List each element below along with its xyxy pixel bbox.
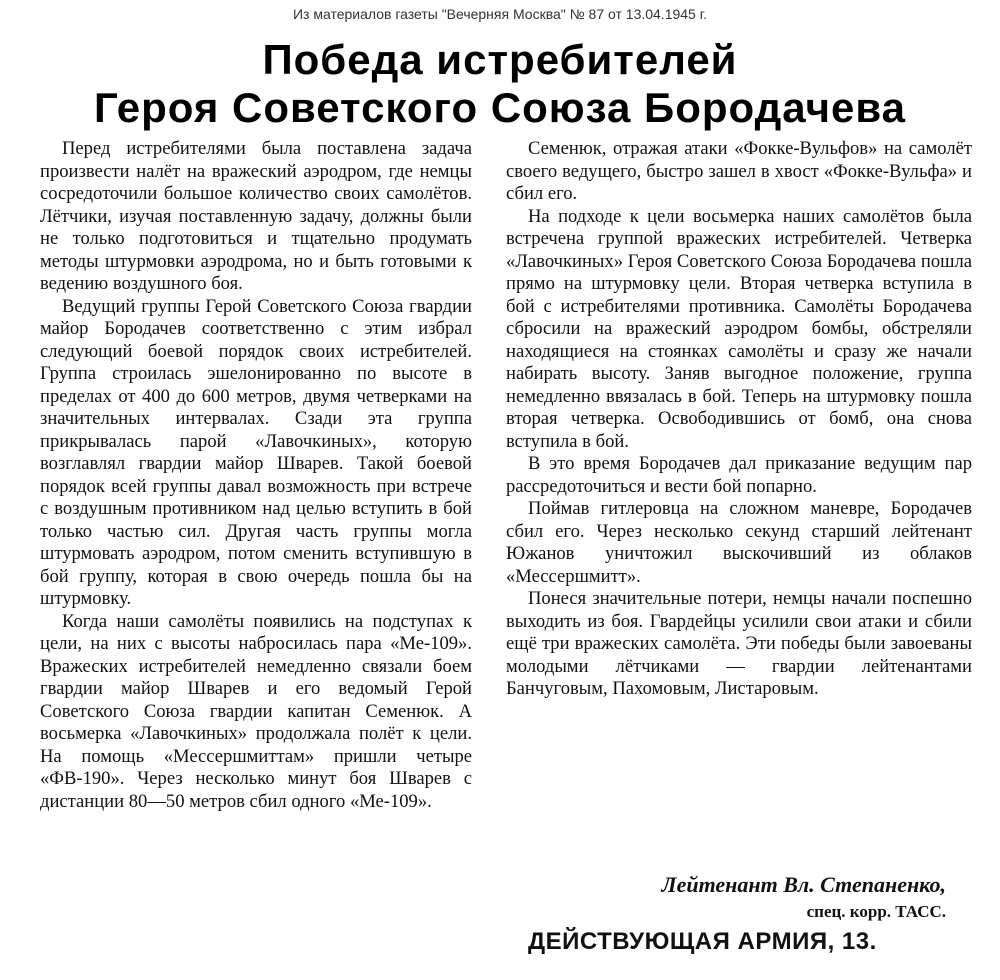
paragraph: В это время Бородачев дал приказание ведущим пар рассредоточиться и вести бой попарно. [506,453,972,497]
dateline: ДЕЙСТВУЮЩАЯ АРМИЯ, 13. [528,928,877,955]
paragraph: Семенюк, отражая атаки «Фокке-Вульфов» на самолёт своего ведущего, быстро зашел в хвост «Фокке-Вульфа» и сбил его. [506,138,972,204]
article-column-left [40,138,472,813]
source-note: Из материалов газеты "Вечерняя Москва" № 87 от 13.04.1945 г. [292,6,708,22]
author-name: Лейтенант Вл. Степаненко, [661,872,946,897]
paragraph: Поймав гитлеровца на сложном маневре, Бородачев сбил его. Через несколько секунд старший лейтенант Южанов уничтожил выскочивший из облаков «Мессершмитт». [506,498,972,587]
article-column-right [506,138,972,701]
paragraph: Понеся значительные потери, немцы начали поспешно выходить из боя. Гвардейцы усилили свои атаки и сбили ещё три вражеских самолёта. Эти победы были завоеваны молодыми лётчиками — гвардии лейтенантами Банчуговым, Пахомовым, Листаровым. [506,588,972,699]
paragraph: Когда наши самолёты появились на подступах к цели, на них с высоты набросилась пара «Ме-109». Вражеских истребителей немедленно связали боем гвардии майор Шварев и его ведомый Герой Советского Союза гвардии капитан Семенюк. А восьмерка «Лавочкиных» продолжала полёт к цели. На помощь «Мессершмиттам» пришли четыре «ФВ-190». Через несколько минут боя Шварев с дистанции 80—50 метров сбил одного «Ме-109». [40,610,472,812]
paragraph: Ведущий группы Герой Советского Союза гвардии майор Бородачев соответственно с этим избрал следующий боевой порядок своих истребителей. Группа строилась эшелонированно по высоте в пределах от 400 до 600 метров, двумя четверками на значительных интервалах. Сзади эта группа прикрывалась парой «Лавочкиных», которую возглавлял гвардии майор Шварев. Такой боевой порядок всей группы давал возможность при встрече с воздушным противником над целью вступить в бой только частью сил. Другая часть группы могла штурмовать аэродром, потом сменить вступившую в бой группу, которая в свою очередь пошла бы на штурмовку. [40,295,472,609]
author-role: спец. корр. ТАСС. [806,902,946,921]
headline-line-1: Победа истребителей [262,36,738,83]
paragraph: Перед истребителями была поставлена задача произвести налёт на вражеский аэродром, где немцы сосредоточили большое количество своих самолётов. Лётчики, изучая поставленную задачу, должны были не только подготовиться и тщательно продумать методы штурмовки аэродрома, но и быть готовыми к ведению воздушного боя. [40,138,472,294]
headline-line-2: Героя Советского Союза Бородачева [94,84,906,131]
paragraph: На подходе к цели восьмерка наших самолётов была встречена группой вражеских истребителей. Четверка «Лавочкиных» Героя Советского Союза Бородачева пошла прямо на штурмовку цели. Вторая четверка вступила в бой с истребителями противника. Самолёты Бородачева сбросили на вражеский аэродром бомбы, обстреляли находящиеся на стоянках самолёты и сразу же начали набирать высоту. Заняв выгодное положение, группа немедленно ввязалась в бой. Теперь на штурмовку пошла вторая четверка. Освободившись от бомб, она снова вступила в бой. [506,205,972,452]
